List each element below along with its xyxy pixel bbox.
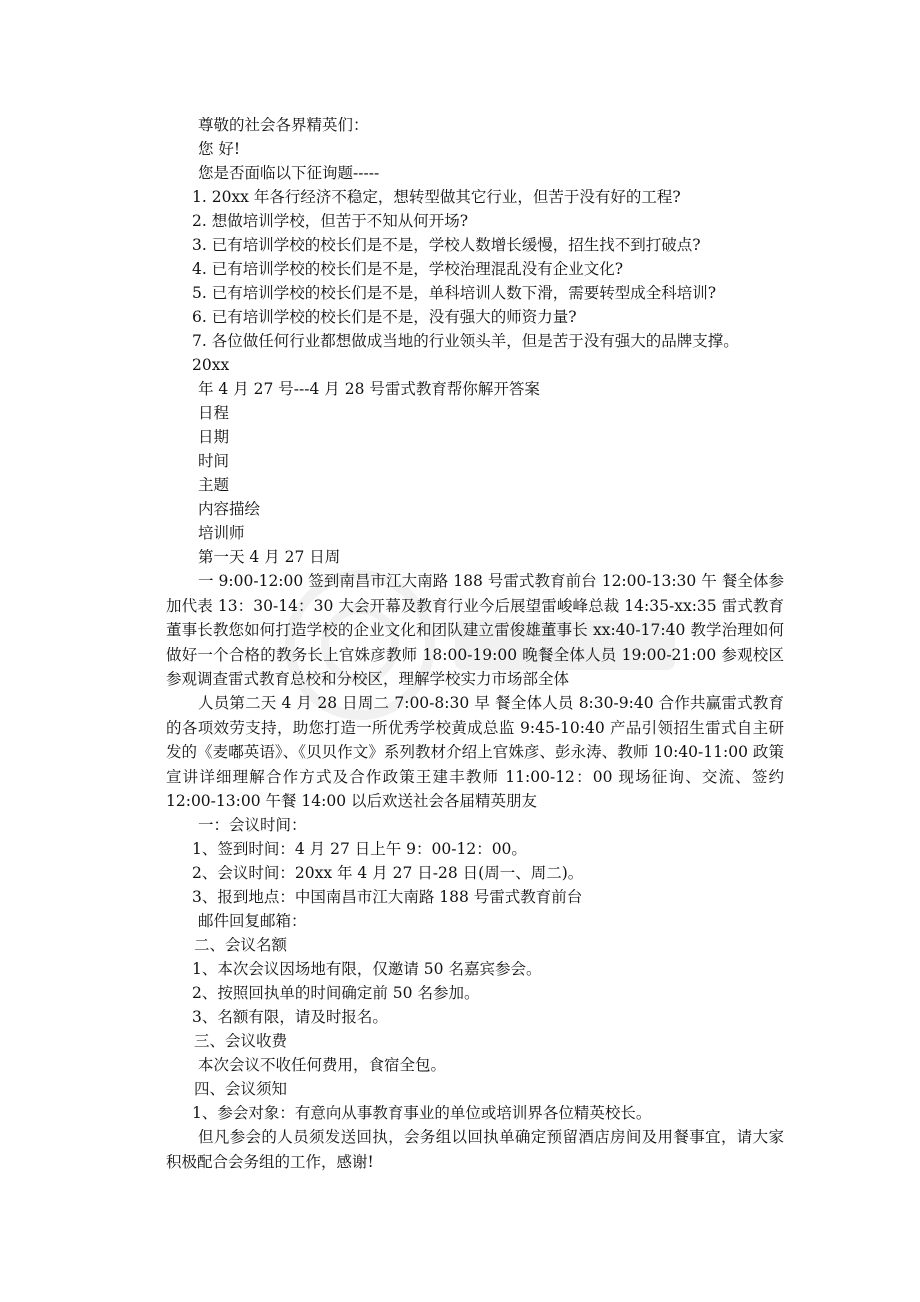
question-item: 2. 想做培训学校，但苦于不知从何开场? (192, 212, 469, 230)
schedule-header-item: 培训师 (198, 524, 245, 542)
schedule-header-item: 时间 (198, 452, 230, 470)
question-item: 6. 已有培训学校的校长们是不是，没有强大的师资力量? (192, 308, 577, 326)
hello-line: 您 好! (198, 140, 241, 158)
question-item: 5. 已有培训学校的校长们是不是，单科培训人数下滑，需要转型成全科培训? (192, 284, 717, 302)
section-2-item: 1、本次会议因场地有限，仅邀请 50 名嘉宾参会。 (192, 960, 542, 978)
section-2-item: 3、名额有限，请及时报名。 (192, 1008, 388, 1026)
schedule-header-item: 内容描绘 (198, 500, 261, 518)
section-3-text: 本次会议不收任何费用，食宿全包。 (198, 1056, 447, 1074)
section-2-title: 二、会议名额 (194, 936, 288, 954)
section-4-item: 1、参会对象：有意向从事教育事业的单位或培训界各位精英校长。 (192, 1104, 652, 1122)
day1-schedule-paragraph: 一 9:00-12:00 签到南昌市江大南路 188 号雷式教育前台 12:00-13:30 午 餐全体参加代表 13：30-14：30 大会开幕及教育行业今后展望雷峻峰总裁 14:35-xx:35 雷式教育董事长教您如何打造学校的企业文化和团队建立雷俊雄董事长 xx:40-17:40 教学治理如何做好一个合格的教务长上官姝彦教师 18:00-19:00 晚餐全体人员 19:00-21:00 参观校区参观调查雷式教育总校和分校区，理解学校实力市场部全体 (166, 572, 784, 688)
day1-label: 第一天 4 月 27 日周 (198, 548, 341, 566)
schedule-header-item: 日期 (198, 428, 230, 446)
section-1-item: 3、报到地点：中国南昌市江大南路 188 号雷式教育前台 (192, 888, 583, 906)
schedule-header-item: 主题 (198, 476, 230, 494)
section-1-title: 一：会议时间： (198, 816, 307, 834)
greeting: 尊敬的社会各界精英们： (198, 116, 369, 134)
section-1-item: 2、会议时间：20xx 年 4 月 27 日-28 日(周一、周二)。 (192, 864, 584, 882)
email-label: 邮件回复邮箱： (198, 912, 307, 930)
question-item: 1. 20xx 年各行经济不稳定，想转型做其它行业，但苦于没有好的工程? (192, 188, 681, 206)
intro-line: 您是否面临以下征询题----- (198, 164, 380, 182)
schedule-header-item: 日程 (198, 404, 230, 422)
question-item: 3. 已有培训学校的校长们是不是，学校人数增长缓慢，招生找不到打破点? (192, 236, 701, 254)
section-1-item: 1、签到时间：4 月 27 日上午 9：00-12：00。 (192, 840, 527, 858)
date-line: 年 4 月 27 号---4 月 28 号雷式教育帮你解开答案 (198, 380, 540, 398)
question-item: 4. 已有培训学校的校长们是不是，学校治理混乱没有企业文化? (192, 260, 624, 278)
closing-paragraph: 但凡参会的人员须发送回执，会务组以回执单确定预留酒店房间及用餐事宜，请大家积极配合会务组的工作，感谢! (166, 1128, 784, 1171)
day2-schedule-paragraph: 人员第二天 4 月 28 日周二 7:00-8:30 早 餐全体人员 8:30-9:40 合作共赢雷式教育的各项效劳支持，助您打造一所优秀学校黄成总监 9:45-10:40 产品引领招生雷式自主研发的《麦嘟英语》、《贝贝作文》系列教材介绍上官姝彦、彭永涛、教师 10:40-11:00 政策宣讲详细理解合作方式及合作政策王建丰教师 11:00-12：00 现场征询、交流、签约 12:00-13:00 午餐 14:00 以后欢送社会各届精英朋友 (166, 694, 784, 810)
year-line: 20xx (192, 356, 230, 374)
question-item: 7. 各位做任何行业都想做成当地的行业领头羊，但是苦于没有强大的品牌支撑。 (192, 332, 739, 350)
section-4-title: 四、会议须知 (194, 1080, 288, 1098)
section-2-item: 2、按照回执单的时间确定前 50 名参加。 (192, 984, 480, 1002)
section-3-title: 三、会议收费 (194, 1032, 288, 1050)
